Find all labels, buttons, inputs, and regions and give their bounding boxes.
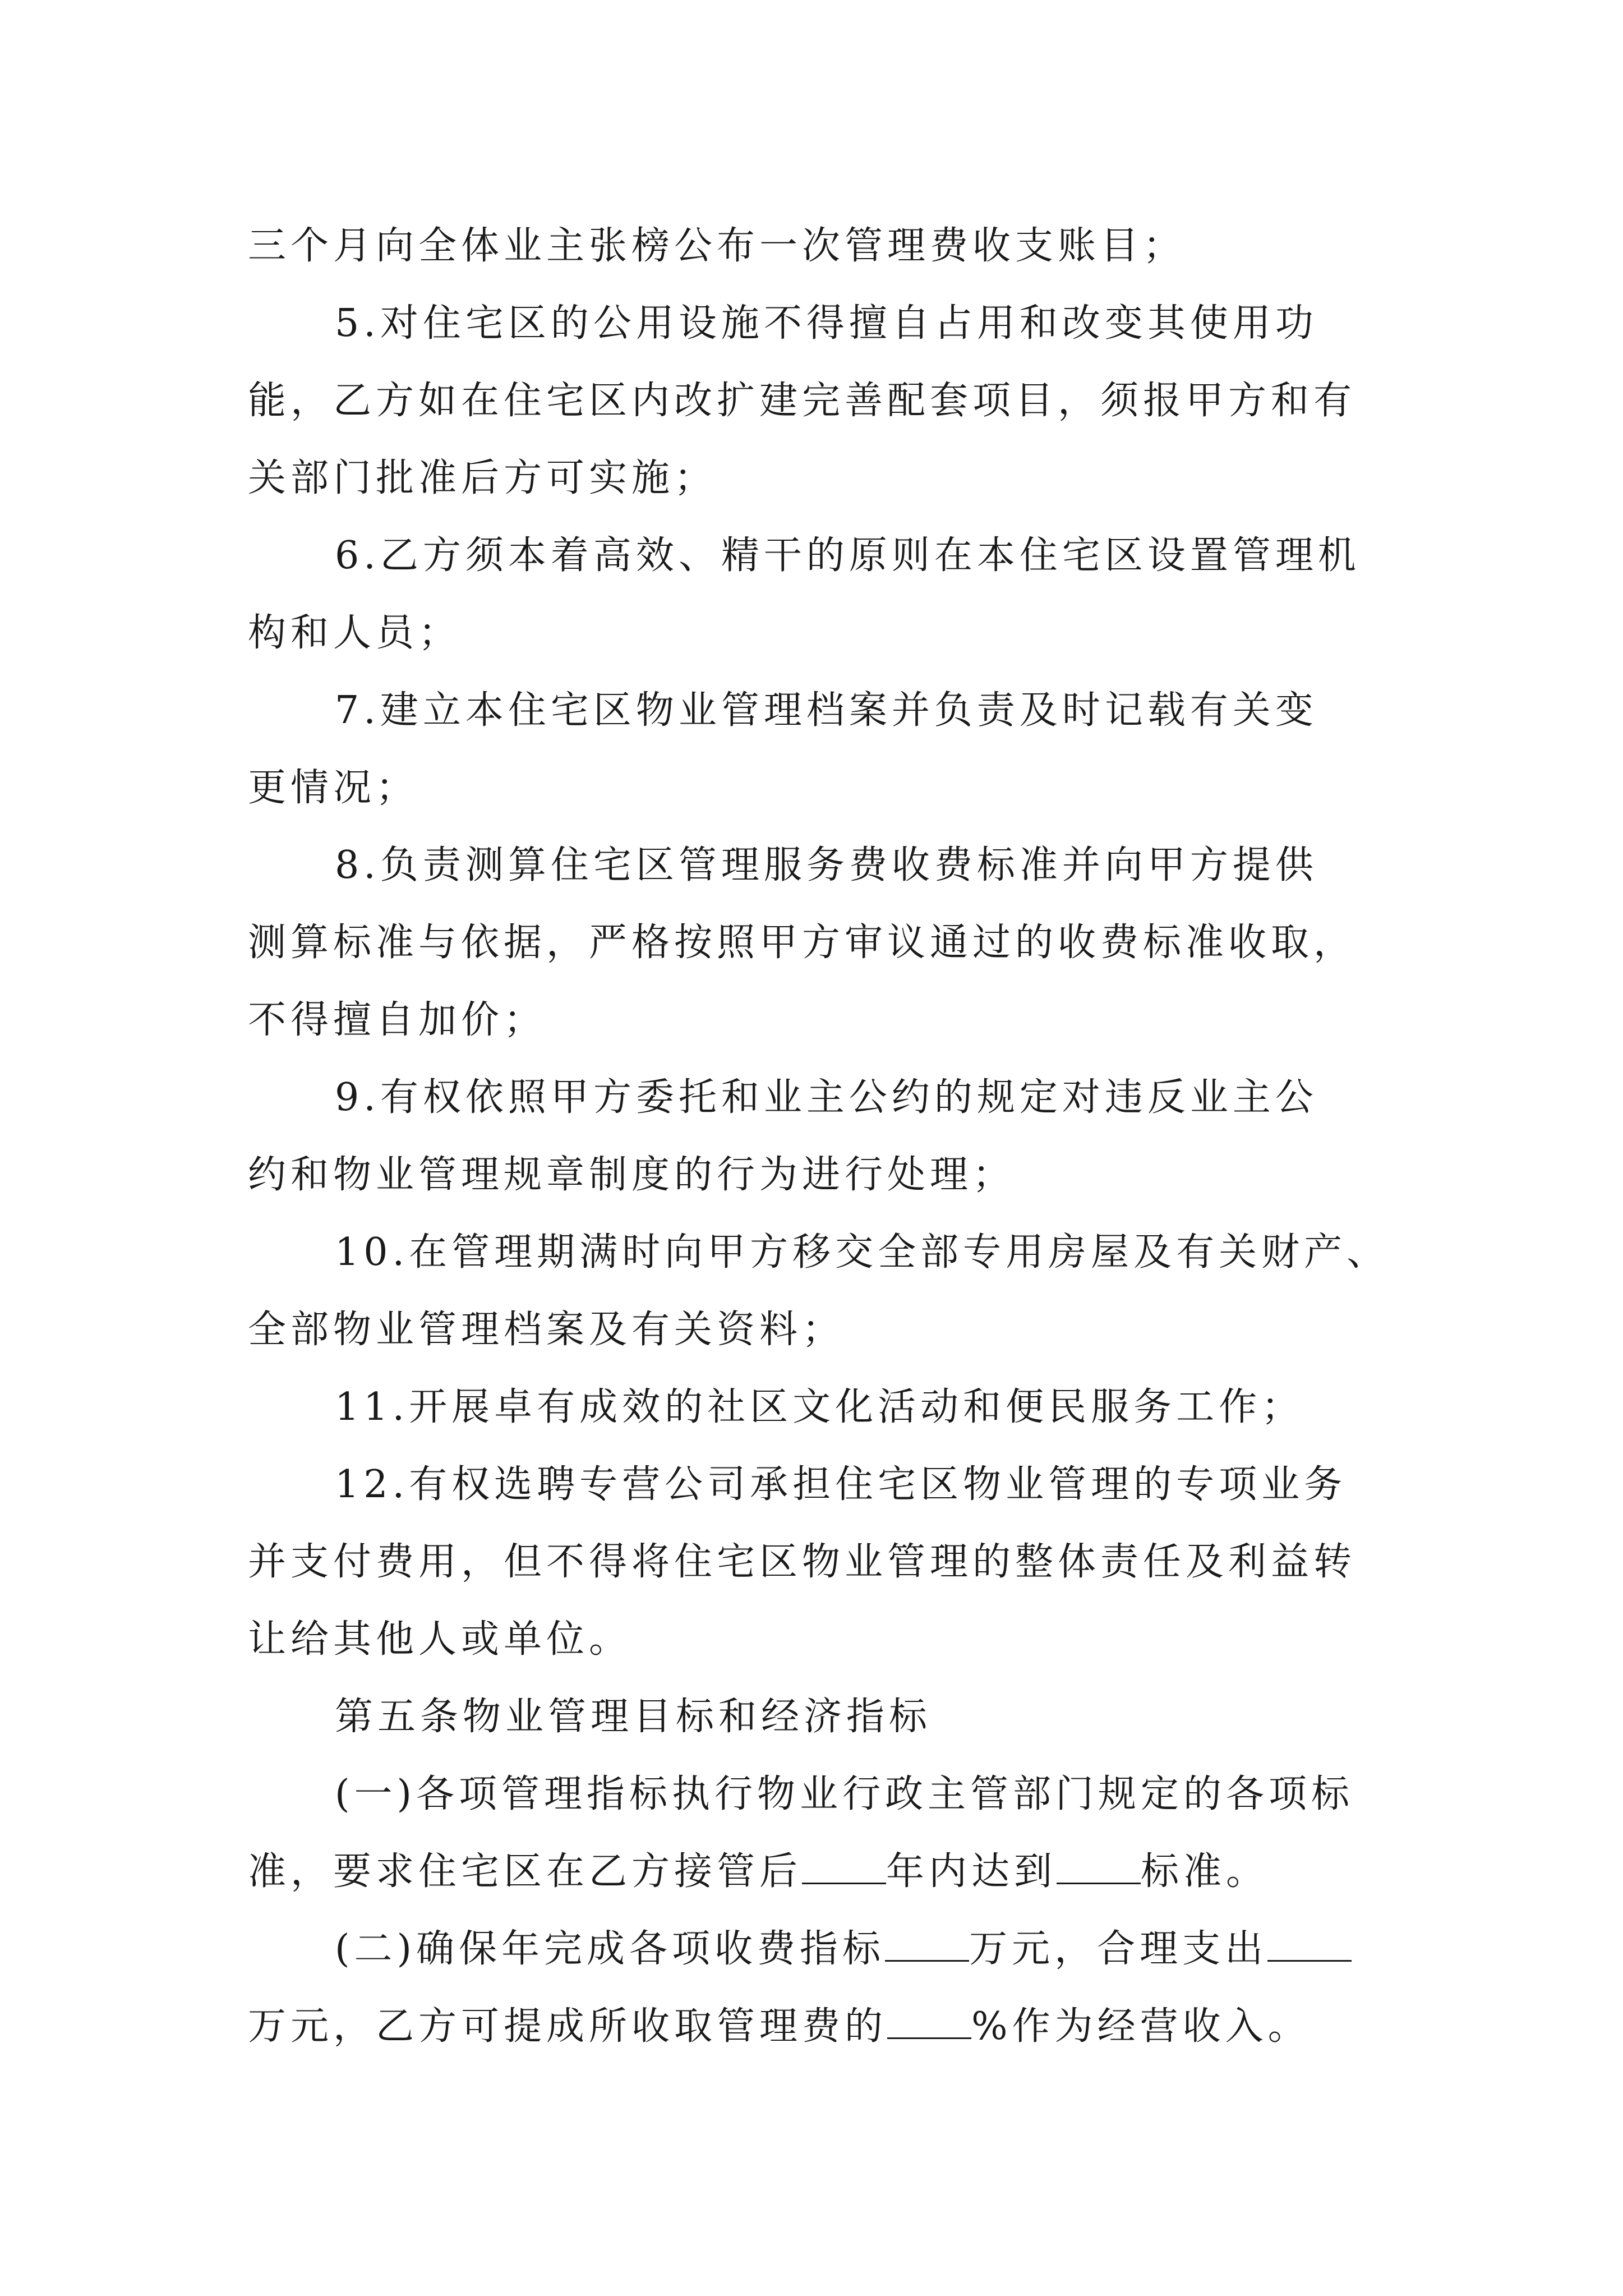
fill-in-blank [1057,1848,1141,1884]
paragraph-line-with-blanks [248,1911,1392,1988]
paragraph-line: 7.建立本住宅区物业管理档案并负责及时记载有关变 [335,688,1318,733]
text-segment: (二)确保年完成各项收费指标 [335,1927,886,1971]
paragraph-line: 全部物业管理档案及有关资料； [248,1308,845,1352]
paragraph-line: 8.负责测算住宅区管理服务费收费标准并向甲方提供 [335,843,1318,887]
fill-in-blank [1267,1925,1352,1962]
text-segment: 准，要求住宅区在乙方接管后 [248,1849,803,1894]
paragraph-line: 关部门批准后方可实施； [248,456,717,500]
paragraph-line: 并支付费用，但不得将住宅区物业管理的整体责任及利益转 [248,1540,1357,1584]
paragraph-line: (一)各项管理指标执行物业行政主管部门规定的各项标 [335,1772,1354,1816]
text-segment: 标准。 [1141,1849,1269,1894]
paragraph-line: 9.有权依照甲方委托和业主公约的规定对违反业主公 [335,1075,1318,1120]
paragraph-line-with-blanks [248,1988,1392,2065]
paragraph-line: 6.乙方须本着高效、精干的原则在本住宅区设置管理机 [335,533,1361,578]
paragraph-line: 不得擅自加价； [248,998,547,1042]
paragraph-line: 能，乙方如在住宅区内改扩建完善配套项目，须报甲方和有 [248,379,1357,423]
paragraph-line: 5.对住宅区的公用设施不得擅自占用和改变其使用功 [335,301,1318,346]
paragraph-line: 让给其他人或单位。 [248,1617,632,1662]
paragraph-line: 约和物业管理规章制度的行为进行处理； [248,1153,1016,1197]
paragraph-line: 10.在管理期满时向甲方移交全部专用房屋及有关财产、 [335,1230,1390,1274]
fill-in-blank [885,1925,969,1962]
paragraph-line: 12.有权选聘专营公司承担住宅区物业管理的专项业务 [335,1462,1347,1507]
document-body [248,208,1392,2065]
text-segment: 年内达到 [886,1849,1057,1894]
paragraph-line: 构和人员； [248,611,462,655]
fill-in-blank [802,1848,886,1884]
text-segment: 万元，乙方可提成所收取管理费的 [248,2004,888,2049]
text-segment: %作为经营收入。 [971,2004,1311,2049]
paragraph-line: 11.开展卓有成效的社区文化活动和便民服务工作； [335,1385,1304,1429]
paragraph-line-with-blanks [248,1833,1392,1911]
fill-in-blank [887,2003,971,2039]
section-heading: 第五条物业管理目标和经济指标 [335,1695,932,1739]
paragraph-line: 更情况； [248,766,419,810]
paragraph-line: 测算标准与依据，严格按照甲方审议通过的收费标准收取， [248,921,1357,965]
paragraph-line: 三个月向全体业主张榜公布一次管理费收支账目； [248,224,1186,268]
text-segment: 万元，合理支出 [969,1927,1268,1971]
